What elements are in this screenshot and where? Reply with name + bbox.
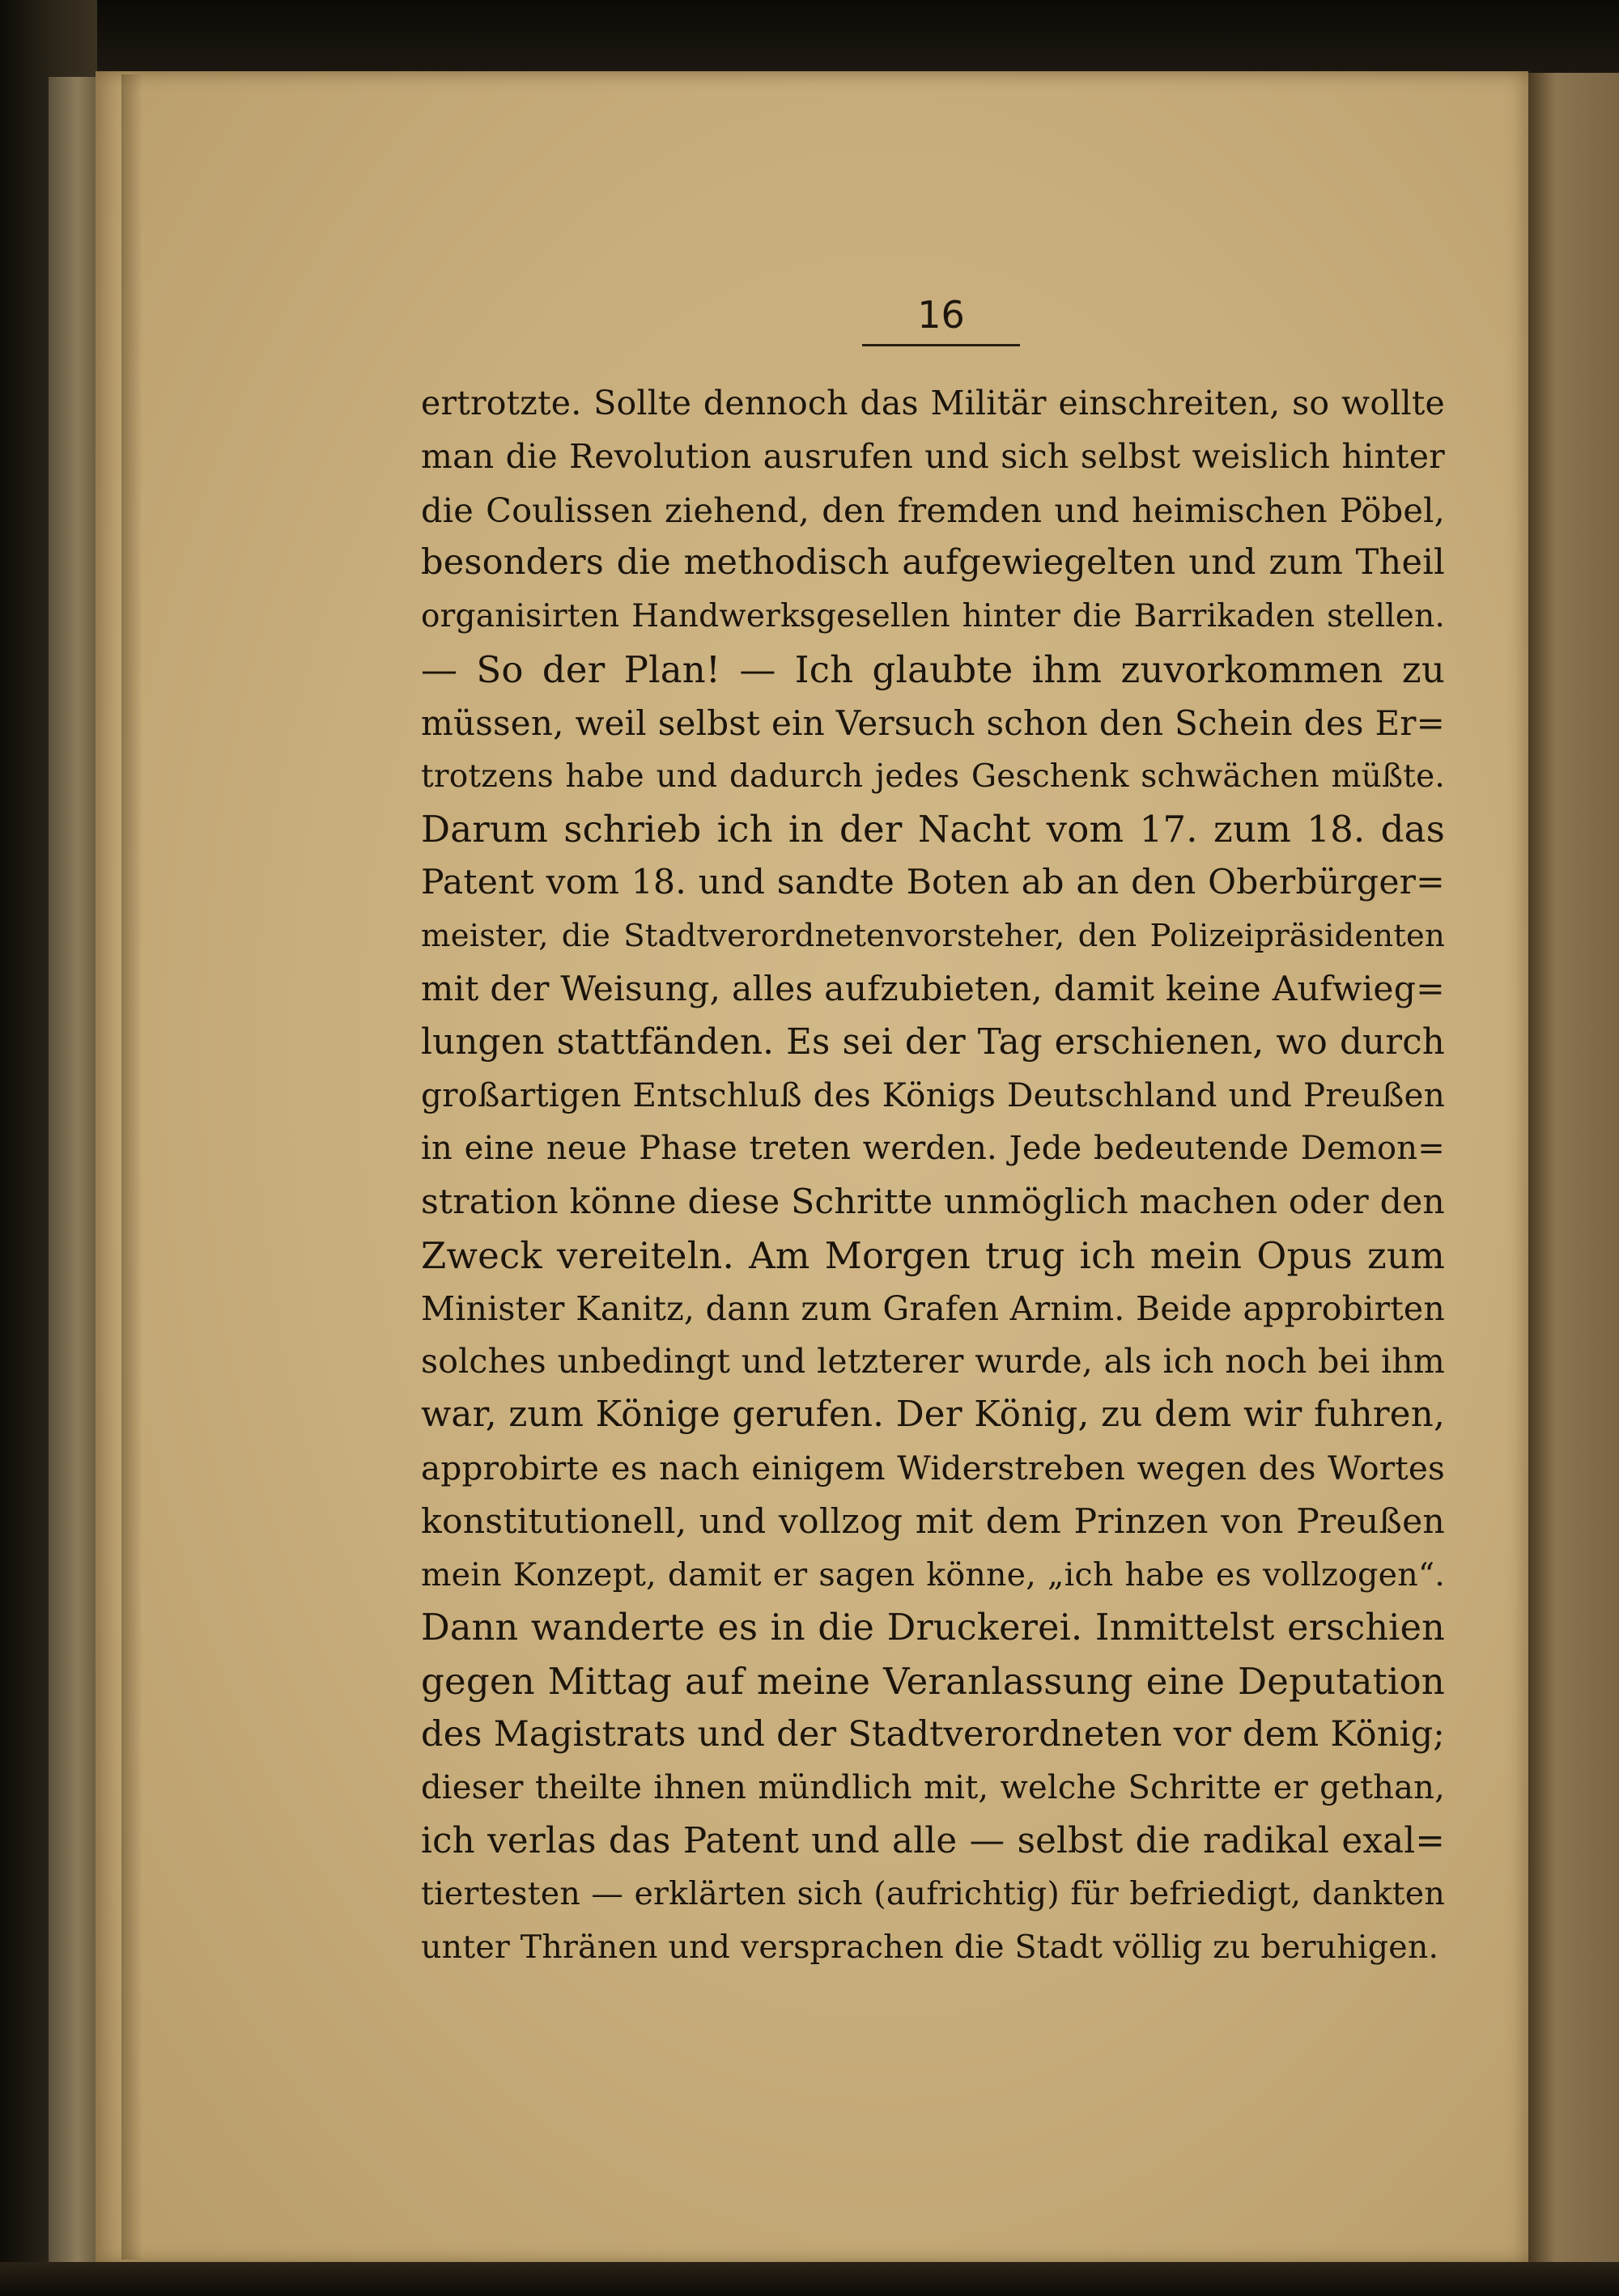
text-line: solches unbedingt und letzterer wurde, als ich noch bei ihm bbox=[421, 1342, 1445, 1381]
page-number: 16 bbox=[917, 293, 965, 337]
text-line: großartigen Entschluß des Königs Deutschland und Preußen bbox=[421, 1076, 1445, 1115]
text-line: stration könne diese Schritte unmöglich machen oder den bbox=[421, 1182, 1445, 1222]
text-line: Darum schrieb ich in der Nacht vom 17. zum 18. das bbox=[421, 808, 1445, 851]
page-gutter bbox=[121, 74, 142, 2260]
text-line: — So der Plan! — Ich glaubte ihm zuvorkommen zu bbox=[421, 647, 1445, 691]
text-line: trotzens habe und dadurch jedes Geschenk schwächen müßte. bbox=[421, 758, 1445, 795]
text-line: organisirten Handwerksgesellen hinter die Barrikaden stellen. bbox=[421, 598, 1445, 635]
text-line: Minister Kanitz, dann zum Grafen Arnim. Beide approbirten bbox=[421, 1288, 1445, 1328]
text-line: Patent vom 18. und sandte Boten ab an den Oberbürger= bbox=[421, 863, 1445, 903]
text-line: approbirte es nach einigem Widerstreben wegen des Wortes bbox=[421, 1448, 1445, 1488]
text-line: in eine neue Phase treten werden. Jede bedeutende Demon= bbox=[421, 1130, 1445, 1168]
text-line: war, zum Könige gerufen. Der König, zu dem wir fuhren, bbox=[421, 1394, 1445, 1436]
top-shadow bbox=[0, 0, 1619, 73]
text-line: Zweck vereiteln. Am Morgen trug ich mein Opus zum bbox=[421, 1233, 1445, 1277]
text-line: dieser theilte ihnen mündlich mit, welche Schritte er gethan, bbox=[421, 1768, 1445, 1806]
bottom-shadow bbox=[0, 2262, 1619, 2296]
binding-edge bbox=[49, 77, 97, 2262]
text-line: unter Thränen und versprachen die Stadt völlig zu beruhigen. bbox=[421, 1929, 1439, 1967]
text-line: müssen, weil selbst ein Versuch schon den Schein des Er= bbox=[421, 702, 1445, 743]
text-line: lungen stattfänden. Es sei der Tag erschienen, wo durch bbox=[421, 1021, 1445, 1063]
text-line: tiertesten — erklärten sich (aufrichtig) für befriedigt, dankten bbox=[421, 1875, 1445, 1913]
text-line: ich verlas das Patent und alle — selbst die radikal exal= bbox=[421, 1820, 1445, 1861]
text-line: meister, die Stadtverordnetenvorsteher, den Polizeipräsidenten bbox=[421, 917, 1445, 954]
text-line: die Coulissen ziehend, den fremden und heimischen Pöbel, bbox=[421, 490, 1445, 530]
text-line: Dann wanderte es in die Druckerei. Inmittelst erschien bbox=[421, 1607, 1445, 1649]
page-number-rule bbox=[862, 344, 1020, 346]
text-line: gegen Mittag auf meine Veranlassung eine Deputation bbox=[421, 1660, 1445, 1704]
text-line: mit der Weisung, alles aufzubieten, damit keine Aufwieg= bbox=[421, 969, 1445, 1009]
text-line: mein Konzept, damit er sagen könne, „ich habe es vollzogen“. bbox=[421, 1555, 1445, 1594]
text-line: besonders die methodisch aufgewiegelten und zum Theil bbox=[421, 542, 1445, 584]
text-line: des Magistrats und der Stadtverordneten vor dem König; bbox=[421, 1713, 1445, 1755]
text-line: konstitutionell, und vollzog mit dem Prinzen von Preußen bbox=[421, 1501, 1445, 1542]
text-line: ertrotzte. Sollte dennoch das Militär einschreiten, so wollte bbox=[421, 384, 1445, 422]
body-text bbox=[421, 377, 1445, 1975]
next-page-edge bbox=[1528, 73, 1619, 2266]
text-line: man die Revolution ausrufen und sich selbst weislich hinter bbox=[421, 436, 1445, 476]
